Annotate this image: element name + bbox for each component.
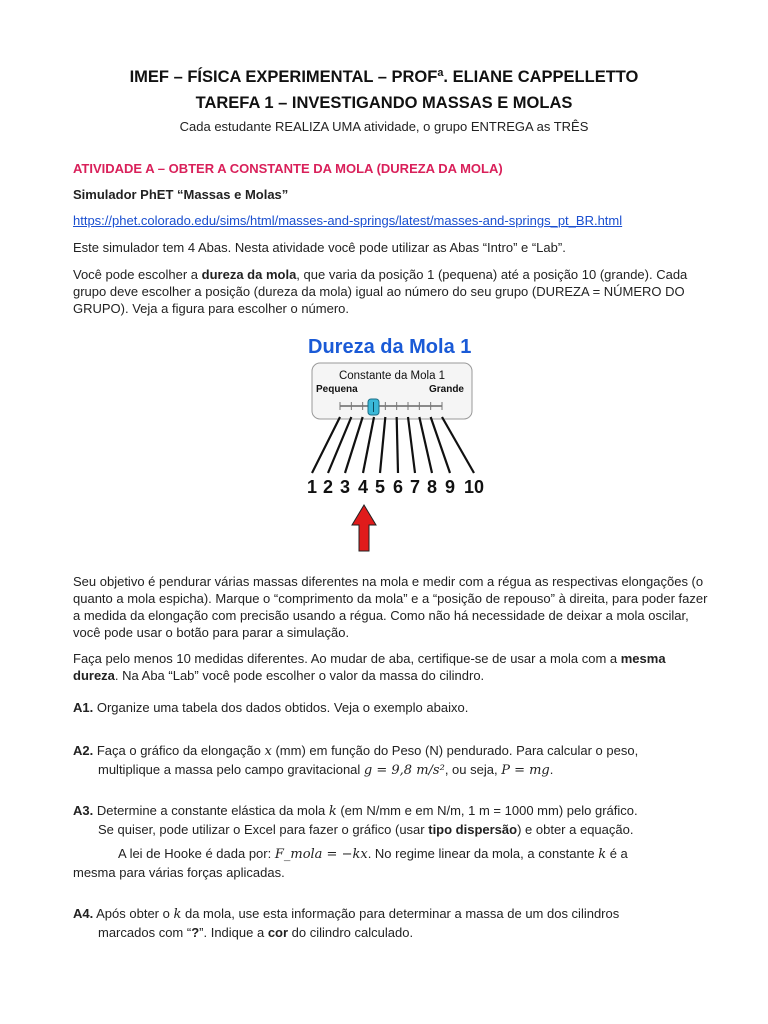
slider-min-label: Pequena	[316, 384, 358, 395]
position-number: 9	[444, 477, 456, 497]
slider-max-label: Grande	[428, 384, 464, 395]
position-number: 2	[322, 477, 334, 497]
pointer-line	[312, 417, 340, 473]
simulator-name: Simulador PhET “Massas e Molas”	[73, 187, 289, 202]
position-number: 10	[463, 477, 485, 497]
position-number: 7	[409, 477, 421, 497]
position-number: 8	[426, 477, 438, 497]
position-pointer-lines	[312, 417, 474, 473]
task-a1: A1. Organize uma tabela dos dados obtidos. Veja o exemplo abaixo.	[73, 700, 469, 715]
paragraph-objective: Seu objetivo é pendurar várias massas diferentes na mola e medir com a régua as respectivas elongações (o quanto a mola espicha). Marque o “comprimento da mola” e a “posição de repouso” à direita, para poder fazer a medida da elongação com precisão usando a régua. Como não há necessidade de deixar a mola oscilar, você pode usar o botão para parar a simulação.	[73, 574, 708, 640]
spring-stiffness-figure	[300, 333, 500, 563]
document-title: IMEF – FÍSICA EXPERIMENTAL – PROFª. ELIANE CAPPELLETTO	[129, 68, 639, 86]
pointer-line	[408, 417, 415, 473]
position-number: 5	[374, 477, 386, 497]
paragraph-measurements: Faça pelo menos 10 medidas diferentes. Ao mudar de aba, certifique-se de usar a mola com a mesma dureza. Na Aba “Lab” você pode escolher o valor da massa do cilindro.	[73, 651, 666, 683]
position-number: 1	[306, 477, 318, 497]
position-number: 3	[339, 477, 351, 497]
position-number: 4	[357, 477, 369, 497]
position-numbers	[307, 477, 484, 497]
task-a4: A4. Após obter o k da mola, use esta informação para determinar a massa de um dos cilindros marcados com “?”. Indique a cor do cilindro calculado.	[73, 906, 620, 940]
paragraph-tabs: Este simulador tem 4 Abas. Nesta atividade você pode utilizar as Abas “Intro” e “Lab”.	[73, 240, 566, 255]
paragraph-dureza: Você pode escolher a dureza da mola, que varia da posição 1 (pequena) até a posição 10 (grande). Cada grupo deve escolher a posição (dureza da mola) igual ao número do seu grupo (DUREZA = NÚMERO DO GRUPO). Veja a figura para escolher o número.	[73, 267, 688, 316]
pointer-line	[363, 417, 374, 473]
task-a3: A3. Determine a constante elástica da mola k (em N/mm e em N/m, 1 m = 1000 mm) pelo gráfico. Se quiser, pode utilizar o Excel para fazer o gráfico (usar tipo dispersão) e obter a equação.	[73, 803, 638, 837]
figure-title: Dureza da Mola 1	[308, 336, 472, 358]
pointer-line	[380, 417, 385, 473]
assignment-title: TAREFA 1 – INVESTIGANDO MASSAS E MOLAS	[195, 94, 573, 112]
pointer-line	[397, 417, 398, 473]
pointer-line	[419, 417, 432, 473]
task-a2: A2. Faça o gráfico da elongação x (mm) em função do Peso (N) pendurado. Para calcular o peso, multiplique a massa pelo campo gravitacional g = 9,8 m/s², ou seja, P = mg.	[73, 743, 639, 778]
hooke-law-note: A lei de Hooke é dada por: F_mola = −kx. No regime linear da mola, a constante k é a mesma para várias forças aplicadas.	[73, 846, 628, 880]
selected-position-arrow-icon	[352, 505, 376, 551]
activity-heading: ATIVIDADE A – OBTER A CONSTANTE DA MOLA (DUREZA DA MOLA)	[73, 161, 503, 176]
assignment-subtitle: Cada estudante REALIZA UMA atividade, o grupo ENTREGA as TRÊS	[179, 119, 589, 134]
slider-label: Constante da Mola 1	[338, 370, 446, 382]
stiffness-slider-diagram	[300, 333, 500, 563]
position-number: 6	[392, 477, 404, 497]
simulator-link[interactable]: https://phet.colorado.edu/sims/html/masses-and-springs/latest/masses-and-springs_pt_BR.html	[73, 213, 623, 228]
